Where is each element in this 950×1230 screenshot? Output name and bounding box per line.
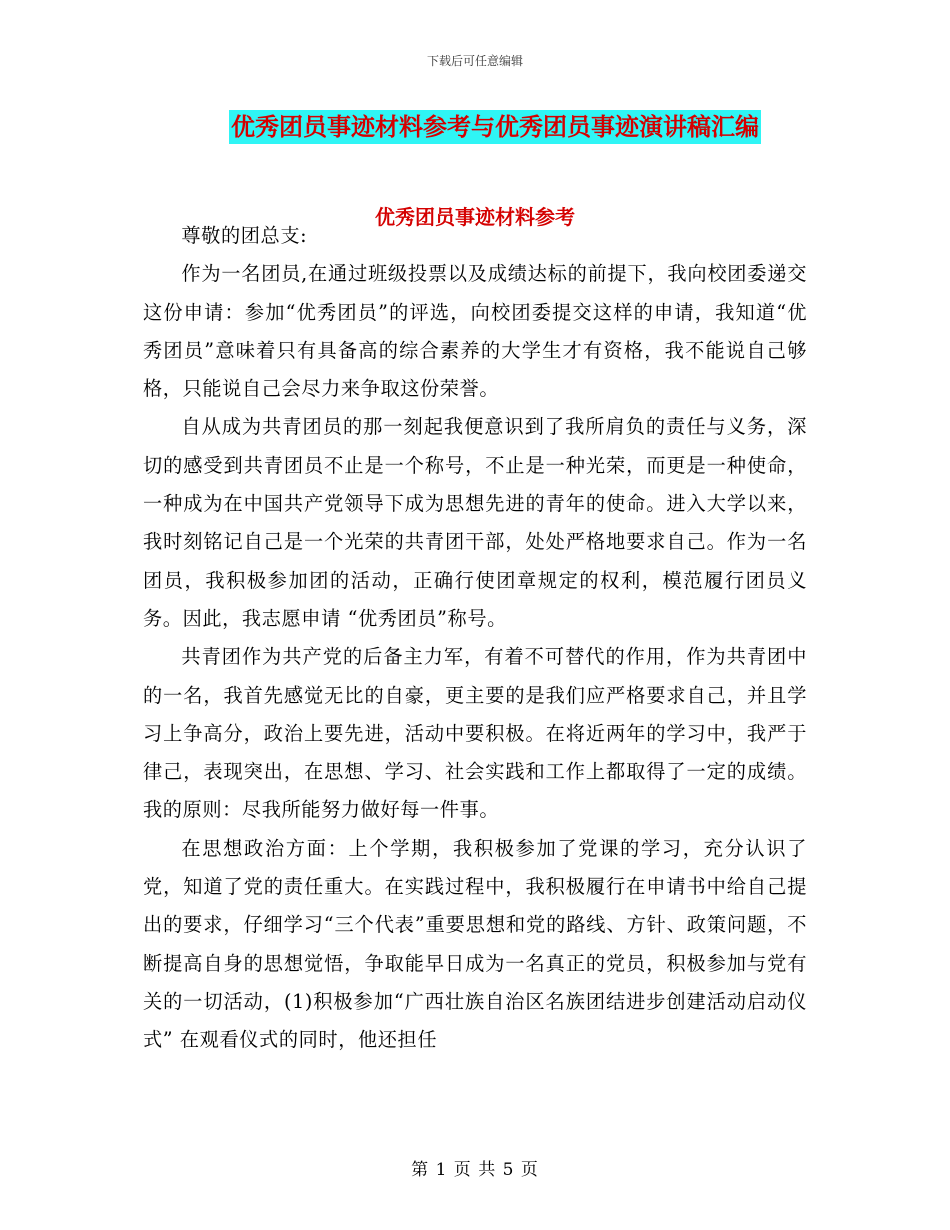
section-title: 优秀团员事迹材料参考 xyxy=(375,205,575,229)
paragraph-1: 作为一名团员,在通过班级投票以及成绩达标的前提下，我向校团委递交这份申请：参加“优秀团员”的评选，向校团委提交这样的申请，我知道“优秀团员”意味着只有具备高的综合素养的大学生才有资格，我不能说自己够格，只能说自己会尽力来争取这份荣誉。 xyxy=(143,262,807,401)
paragraph-2: 自从成为共青团员的那一刻起我便意识到了我所肩负的责任与义务，深切的感受到共青团员不止是一个称号，不止是一种光荣，而更是一种使命，一种成为在中国共产党领导下成为思想先进的青年的使命。进入大学以来，我时刻铭记自己是一个光荣的共青团干部，处处严格地要求自己。作为一名团员，我积极参加团的活动，正确行使团章规定的权利，模范履行团员义务。因此，我志愿申请 “优秀团员”称号。 xyxy=(143,415,807,630)
page-header-note: 下载后可任意编辑 xyxy=(426,54,523,68)
page-number: 第 1 页 共 5 页 xyxy=(411,1160,539,1180)
document-title-text: 优秀团员事迹材料参考与优秀团员事迹演讲稿汇编 xyxy=(229,110,761,144)
document-title xyxy=(0,110,950,144)
document-body xyxy=(143,217,807,1060)
paragraph-3: 共青团作为共产党的后备主力军，有着不可替代的作用，作为共青团中的一名，我首先感觉无比的自豪，更主要的是我们应严格要求自己，并且学习上争高分，政治上要先进，活动中要积极。在将近两年的学习中，我严于律己，表现突出，在思想、学习、社会实践和工作上都取得了一定的成绩。我的原则：尽我所能努力做好每一件事。 xyxy=(143,645,807,822)
paragraph-4: 在思想政治方面：上个学期，我积极参加了党课的学习，充分认识了党，知道了党的责任重大。在实践过程中，我积极履行在申请书中给自己提出的要求，仔细学习“三个代表”重要思想和党的路线、方针、政策问题，不断提高自身的思想觉悟，争取能早日成为一名真正的党员，积极参加与党有关的一切活动，(1)积极参加“广西壮族自治区名族团结进步创建活动启动仪式” 在观看仪式的同时，他还担任 xyxy=(143,836,807,1052)
salutation: 尊敬的团总支: xyxy=(181,224,308,247)
